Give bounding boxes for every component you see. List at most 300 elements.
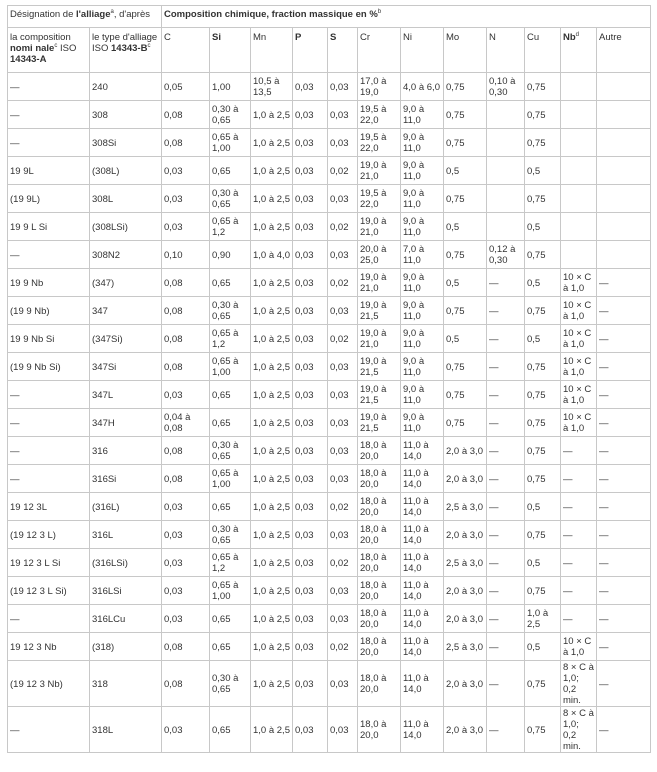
cell-mo: 0,75 (444, 297, 487, 325)
cell-nb: 10 × C à 1,0 (561, 353, 597, 381)
element-header-si (210, 28, 251, 73)
cell-iso-b: 347Si (90, 353, 162, 381)
alloy-composition-table-container (7, 5, 651, 753)
cell-autre (597, 157, 651, 185)
cell-p: 0,03 (293, 101, 328, 129)
cell-iso-a: 19 9 Nb (8, 269, 90, 297)
cell-s: 0,03 (328, 101, 358, 129)
cell-autre: — (597, 325, 651, 353)
table-row (8, 661, 651, 707)
element-header-ni (401, 28, 444, 73)
cell-autre: — (597, 353, 651, 381)
cell-n: — (487, 297, 525, 325)
cell-ni: 11,0 à 14,0 (401, 549, 444, 577)
cell-iso-b: (316L) (90, 493, 162, 521)
cell-nb: — (561, 521, 597, 549)
composition-footnote: b (377, 8, 382, 15)
cell-p: 0,03 (293, 409, 328, 437)
cell-s: 0,02 (328, 213, 358, 241)
cell-iso-b: (347Si) (90, 325, 162, 353)
cell-si: 0,30 à 0,65 (210, 521, 251, 549)
cell-cr: 18,0 à 20,0 (358, 465, 401, 493)
cell-c: 0,03 (162, 577, 210, 605)
cell-iso-a: (19 12 3 Nb) (8, 661, 90, 707)
cell-cu: 0,5 (525, 213, 561, 241)
cell-s: 0,02 (328, 549, 358, 577)
cell-p: 0,03 (293, 353, 328, 381)
cell-iso-b: (308LSi) (90, 213, 162, 241)
cell-mo: 2,0 à 3,0 (444, 605, 487, 633)
cell-cr: 18,0 à 20,0 (358, 493, 401, 521)
cell-p: 0,03 (293, 549, 328, 577)
cell-cr: 18,0 à 20,0 (358, 605, 401, 633)
cell-mo: 2,5 à 3,0 (444, 633, 487, 661)
cell-si: 0,65 à 1,00 (210, 353, 251, 381)
iso-a-iso: ISO (57, 43, 77, 54)
cell-cu: 0,75 (525, 707, 561, 753)
cell-p: 0,03 (293, 493, 328, 521)
cell-mo: 0,75 (444, 101, 487, 129)
cell-cr: 19,0 à 21,0 (358, 157, 401, 185)
cell-mn: 1,0 à 2,5 (251, 707, 293, 753)
cell-ni: 9,0 à 11,0 (401, 269, 444, 297)
cell-ni: 11,0 à 14,0 (401, 465, 444, 493)
cell-cu: 0,75 (525, 241, 561, 269)
cell-autre (597, 101, 651, 129)
cell-iso-a: — (8, 437, 90, 465)
cell-cu: 0,75 (525, 465, 561, 493)
cell-si: 0,65 à 1,2 (210, 549, 251, 577)
cell-mn: 1,0 à 2,5 (251, 605, 293, 633)
cell-mn: 1,0 à 2,5 (251, 437, 293, 465)
cell-p: 0,03 (293, 73, 328, 101)
cell-iso-a: 19 12 3 Nb (8, 633, 90, 661)
cell-cu: 0,75 (525, 101, 561, 129)
cell-cr: 18,0 à 20,0 (358, 633, 401, 661)
composition-header (162, 6, 651, 28)
element-label: Autre (599, 32, 622, 43)
cell-iso-a: 19 12 3L (8, 493, 90, 521)
cell-mn: 1,0 à 2,5 (251, 101, 293, 129)
cell-iso-a: (19 12 3 L) (8, 521, 90, 549)
table-row (8, 101, 651, 129)
cell-cu: 0,75 (525, 381, 561, 409)
element-header-p (293, 28, 328, 73)
cell-iso-b: (318) (90, 633, 162, 661)
iso-a-header (8, 28, 90, 73)
cell-si: 0,30 à 0,65 (210, 437, 251, 465)
cell-mn: 1,0 à 2,5 (251, 633, 293, 661)
composition-label: Composition chimique, fraction massique en % (164, 9, 378, 20)
cell-p: 0,03 (293, 381, 328, 409)
cell-s: 0,03 (328, 353, 358, 381)
iso-b-line1: le type d'alliage (92, 32, 158, 43)
cell-p: 0,03 (293, 241, 328, 269)
cell-mn: 1,0 à 2,5 (251, 549, 293, 577)
cell-s: 0,02 (328, 157, 358, 185)
cell-cu: 1,0 à 2,5 (525, 605, 561, 633)
cell-mn: 1,0 à 2,5 (251, 353, 293, 381)
table-row (8, 549, 651, 577)
cell-iso-b: 318 (90, 661, 162, 707)
cell-cr: 18,0 à 20,0 (358, 577, 401, 605)
cell-mo: 0,75 (444, 353, 487, 381)
table-row (8, 157, 651, 185)
iso-b-header (90, 28, 162, 73)
cell-mn: 1,0 à 2,5 (251, 213, 293, 241)
cell-c: 0,08 (162, 437, 210, 465)
cell-autre (597, 241, 651, 269)
cell-mo: 0,5 (444, 325, 487, 353)
cell-autre: — (597, 269, 651, 297)
cell-n: — (487, 707, 525, 753)
element-label: S (330, 32, 337, 43)
designation-suffix: , d'après (113, 9, 150, 20)
table-row (8, 577, 651, 605)
cell-ni: 9,0 à 11,0 (401, 381, 444, 409)
cell-cr: 19,0 à 21,0 (358, 269, 401, 297)
iso-a-footnote: c (54, 42, 58, 49)
cell-iso-a: (19 9L) (8, 185, 90, 213)
cell-ni: 9,0 à 11,0 (401, 353, 444, 381)
cell-si: 0,30 à 0,65 (210, 101, 251, 129)
cell-mn: 1,0 à 2,5 (251, 269, 293, 297)
cell-n: — (487, 493, 525, 521)
cell-c: 0,08 (162, 353, 210, 381)
cell-mo: 0,75 (444, 185, 487, 213)
element-header-mo (444, 28, 487, 73)
cell-si: 0,65 (210, 707, 251, 753)
table-row (8, 493, 651, 521)
cell-nb: 8 × C à 1,0; 0,2 min. (561, 707, 597, 753)
cell-cr: 18,0 à 20,0 (358, 521, 401, 549)
cell-c: 0,04 à 0,08 (162, 409, 210, 437)
cell-c: 0,08 (162, 297, 210, 325)
element-header-autre (597, 28, 651, 73)
element-label: Mn (253, 32, 267, 43)
cell-ni: 11,0 à 14,0 (401, 493, 444, 521)
cell-ni: 9,0 à 11,0 (401, 129, 444, 157)
cell-c: 0,03 (162, 707, 210, 753)
table-row (8, 269, 651, 297)
cell-cr: 18,0 à 20,0 (358, 437, 401, 465)
cell-iso-b: 347L (90, 381, 162, 409)
cell-mn: 1,0 à 2,5 (251, 297, 293, 325)
cell-mo: 0,75 (444, 241, 487, 269)
cell-iso-b: 308 (90, 101, 162, 129)
cell-ni: 4,0 à 6,0 (401, 73, 444, 101)
cell-iso-a: 19 12 3 L Si (8, 549, 90, 577)
iso-b-footnote: c (147, 42, 151, 49)
element-label: Cr (360, 32, 371, 43)
cell-cu: 0,75 (525, 409, 561, 437)
cell-ni: 11,0 à 14,0 (401, 633, 444, 661)
cell-si: 0,65 à 1,00 (210, 465, 251, 493)
cell-mo: 0,5 (444, 157, 487, 185)
designation-prefix: Désignation de (10, 9, 77, 20)
cell-c: 0,03 (162, 185, 210, 213)
cell-autre: — (597, 297, 651, 325)
cell-c: 0,08 (162, 101, 210, 129)
cell-n (487, 101, 525, 129)
cell-p: 0,03 (293, 605, 328, 633)
cell-p: 0,03 (293, 185, 328, 213)
cell-autre: — (597, 661, 651, 707)
cell-mo: 2,0 à 3,0 (444, 577, 487, 605)
cell-p: 0,03 (293, 213, 328, 241)
cell-n: — (487, 465, 525, 493)
element-label: C (164, 32, 171, 43)
table-row (8, 353, 651, 381)
element-header-s (328, 28, 358, 73)
cell-iso-a: 19 9 Nb Si (8, 325, 90, 353)
cell-n: — (487, 409, 525, 437)
cell-nb (561, 213, 597, 241)
cell-autre: — (597, 381, 651, 409)
cell-n: — (487, 605, 525, 633)
cell-nb (561, 73, 597, 101)
cell-iso-a: (19 9 Nb) (8, 297, 90, 325)
iso-a-standard: 14343-A (10, 54, 47, 65)
cell-s: 0,02 (328, 269, 358, 297)
table-row (8, 437, 651, 465)
cell-mo: 2,0 à 3,0 (444, 465, 487, 493)
cell-c: 0,08 (162, 661, 210, 707)
iso-b-standard: 14343-B (111, 43, 148, 54)
cell-ni: 7,0 à 11,0 (401, 241, 444, 269)
cell-n: — (487, 269, 525, 297)
cell-mn: 1,0 à 2,5 (251, 129, 293, 157)
cell-s: 0,02 (328, 633, 358, 661)
cell-mo: 2,0 à 3,0 (444, 661, 487, 707)
cell-c: 0,05 (162, 73, 210, 101)
cell-s: 0,03 (328, 577, 358, 605)
cell-si: 0,30 à 0,65 (210, 185, 251, 213)
element-label: Cu (527, 32, 540, 43)
cell-s: 0,03 (328, 409, 358, 437)
cell-cr: 19,0 à 21,5 (358, 409, 401, 437)
cell-mo: 0,5 (444, 269, 487, 297)
cell-autre: — (597, 633, 651, 661)
cell-p: 0,03 (293, 577, 328, 605)
cell-autre: — (597, 605, 651, 633)
element-header-nb (561, 28, 597, 73)
element-label: Ni (403, 32, 412, 43)
cell-si: 0,65 (210, 269, 251, 297)
element-label: Nb (563, 32, 576, 43)
cell-iso-a: — (8, 707, 90, 753)
cell-mo: 0,5 (444, 213, 487, 241)
cell-iso-b: 318L (90, 707, 162, 753)
cell-n: 0,12 à 0,30 (487, 241, 525, 269)
cell-s: 0,03 (328, 381, 358, 409)
cell-cr: 17,0 à 19,0 (358, 73, 401, 101)
cell-c: 0,10 (162, 241, 210, 269)
cell-mn: 1,0 à 2,5 (251, 185, 293, 213)
cell-ni: 9,0 à 11,0 (401, 185, 444, 213)
cell-mn: 1,0 à 2,5 (251, 465, 293, 493)
cell-ni: 11,0 à 14,0 (401, 577, 444, 605)
cell-nb (561, 157, 597, 185)
cell-autre: — (597, 707, 651, 753)
cell-cu: 0,5 (525, 269, 561, 297)
cell-cr: 19,0 à 21,0 (358, 325, 401, 353)
nb-footnote: d (575, 31, 580, 38)
cell-n: — (487, 549, 525, 577)
cell-cr: 18,0 à 20,0 (358, 707, 401, 753)
table-row (8, 241, 651, 269)
cell-s: 0,03 (328, 297, 358, 325)
cell-ni: 9,0 à 11,0 (401, 325, 444, 353)
header-row-group (8, 6, 651, 28)
cell-iso-a: (19 9 Nb Si) (8, 353, 90, 381)
cell-mn: 1,0 à 2,5 (251, 157, 293, 185)
cell-c: 0,03 (162, 549, 210, 577)
cell-ni: 9,0 à 11,0 (401, 297, 444, 325)
cell-p: 0,03 (293, 465, 328, 493)
cell-n (487, 185, 525, 213)
cell-n: — (487, 521, 525, 549)
element-label: P (295, 32, 302, 43)
cell-p: 0,03 (293, 633, 328, 661)
cell-n (487, 129, 525, 157)
cell-iso-a: 19 9 L Si (8, 213, 90, 241)
cell-ni: 11,0 à 14,0 (401, 661, 444, 707)
cell-si: 0,65 à 1,2 (210, 325, 251, 353)
cell-p: 0,03 (293, 707, 328, 753)
header-row-elements (8, 28, 651, 73)
cell-p: 0,03 (293, 129, 328, 157)
cell-cu: 0,75 (525, 437, 561, 465)
alloy-composition-table (7, 5, 651, 753)
cell-c: 0,03 (162, 157, 210, 185)
cell-ni: 11,0 à 14,0 (401, 521, 444, 549)
cell-autre (597, 73, 651, 101)
cell-c: 0,08 (162, 269, 210, 297)
table-row (8, 129, 651, 157)
cell-mn: 1,0 à 2,5 (251, 577, 293, 605)
cell-iso-a: 19 9L (8, 157, 90, 185)
cell-c: 0,08 (162, 465, 210, 493)
cell-nb: — (561, 465, 597, 493)
cell-mn: 1,0 à 2,5 (251, 409, 293, 437)
cell-cr: 19,0 à 21,5 (358, 297, 401, 325)
cell-autre (597, 185, 651, 213)
cell-iso-a: — (8, 73, 90, 101)
cell-iso-a: — (8, 241, 90, 269)
cell-mn: 1,0 à 2,5 (251, 661, 293, 707)
cell-iso-a: — (8, 409, 90, 437)
cell-si: 0,30 à 0,65 (210, 297, 251, 325)
cell-si: 0,65 (210, 409, 251, 437)
element-header-n (487, 28, 525, 73)
cell-nb: 10 × C à 1,0 (561, 409, 597, 437)
cell-p: 0,03 (293, 661, 328, 707)
cell-n: — (487, 325, 525, 353)
cell-nb: — (561, 577, 597, 605)
cell-mn: 1,0 à 4,0 (251, 241, 293, 269)
cell-p: 0,03 (293, 157, 328, 185)
cell-iso-b: (347) (90, 269, 162, 297)
table-row (8, 605, 651, 633)
cell-iso-b: 308N2 (90, 241, 162, 269)
cell-cu: 0,75 (525, 577, 561, 605)
cell-ni: 11,0 à 14,0 (401, 707, 444, 753)
cell-si: 0,65 à 1,00 (210, 129, 251, 157)
cell-autre (597, 213, 651, 241)
table-row (8, 465, 651, 493)
cell-c: 0,08 (162, 129, 210, 157)
cell-autre: — (597, 437, 651, 465)
cell-c: 0,03 (162, 493, 210, 521)
table-row (8, 707, 651, 753)
cell-iso-b: (316LSi) (90, 549, 162, 577)
table-row (8, 521, 651, 549)
designation-bold: l'alliage (76, 9, 111, 20)
cell-nb (561, 185, 597, 213)
cell-iso-b: 316LSi (90, 577, 162, 605)
cell-cu: 0,5 (525, 633, 561, 661)
cell-p: 0,03 (293, 297, 328, 325)
cell-ni: 9,0 à 11,0 (401, 101, 444, 129)
cell-mo: 2,5 à 3,0 (444, 493, 487, 521)
cell-nb: 10 × C à 1,0 (561, 381, 597, 409)
cell-mo: 2,0 à 3,0 (444, 437, 487, 465)
cell-iso-b: 347H (90, 409, 162, 437)
iso-a-bold: nomi nale (10, 43, 55, 54)
cell-c: 0,08 (162, 633, 210, 661)
cell-autre (597, 129, 651, 157)
cell-n (487, 213, 525, 241)
cell-ni: 9,0 à 11,0 (401, 409, 444, 437)
cell-nb (561, 241, 597, 269)
element-header-cu (525, 28, 561, 73)
cell-s: 0,02 (328, 493, 358, 521)
cell-mo: 0,75 (444, 73, 487, 101)
element-label: Mo (446, 32, 460, 43)
cell-n: — (487, 353, 525, 381)
cell-s: 0,03 (328, 661, 358, 707)
table-row (8, 633, 651, 661)
cell-n: — (487, 437, 525, 465)
cell-n: — (487, 577, 525, 605)
cell-si: 0,65 (210, 605, 251, 633)
cell-mn: 1,0 à 2,5 (251, 493, 293, 521)
cell-nb: 10 × C à 1,0 (561, 269, 597, 297)
cell-nb (561, 129, 597, 157)
cell-iso-b: 308L (90, 185, 162, 213)
cell-nb: 8 × C à 1,0; 0,2 min. (561, 661, 597, 707)
cell-cu: 0,5 (525, 493, 561, 521)
cell-cr: 19,0 à 21,5 (358, 381, 401, 409)
table-body (8, 73, 651, 753)
cell-n: — (487, 661, 525, 707)
cell-iso-a: — (8, 101, 90, 129)
cell-c: 0,03 (162, 521, 210, 549)
cell-s: 0,03 (328, 437, 358, 465)
cell-cr: 18,0 à 20,0 (358, 661, 401, 707)
cell-nb: — (561, 605, 597, 633)
cell-cu: 0,5 (525, 549, 561, 577)
cell-s: 0,03 (328, 73, 358, 101)
cell-nb: — (561, 437, 597, 465)
cell-c: 0,03 (162, 381, 210, 409)
element-header-cr (358, 28, 401, 73)
cell-iso-a: — (8, 465, 90, 493)
cell-cr: 19,5 à 22,0 (358, 129, 401, 157)
element-label: Si (212, 32, 221, 43)
cell-cr: 19,0 à 21,0 (358, 213, 401, 241)
